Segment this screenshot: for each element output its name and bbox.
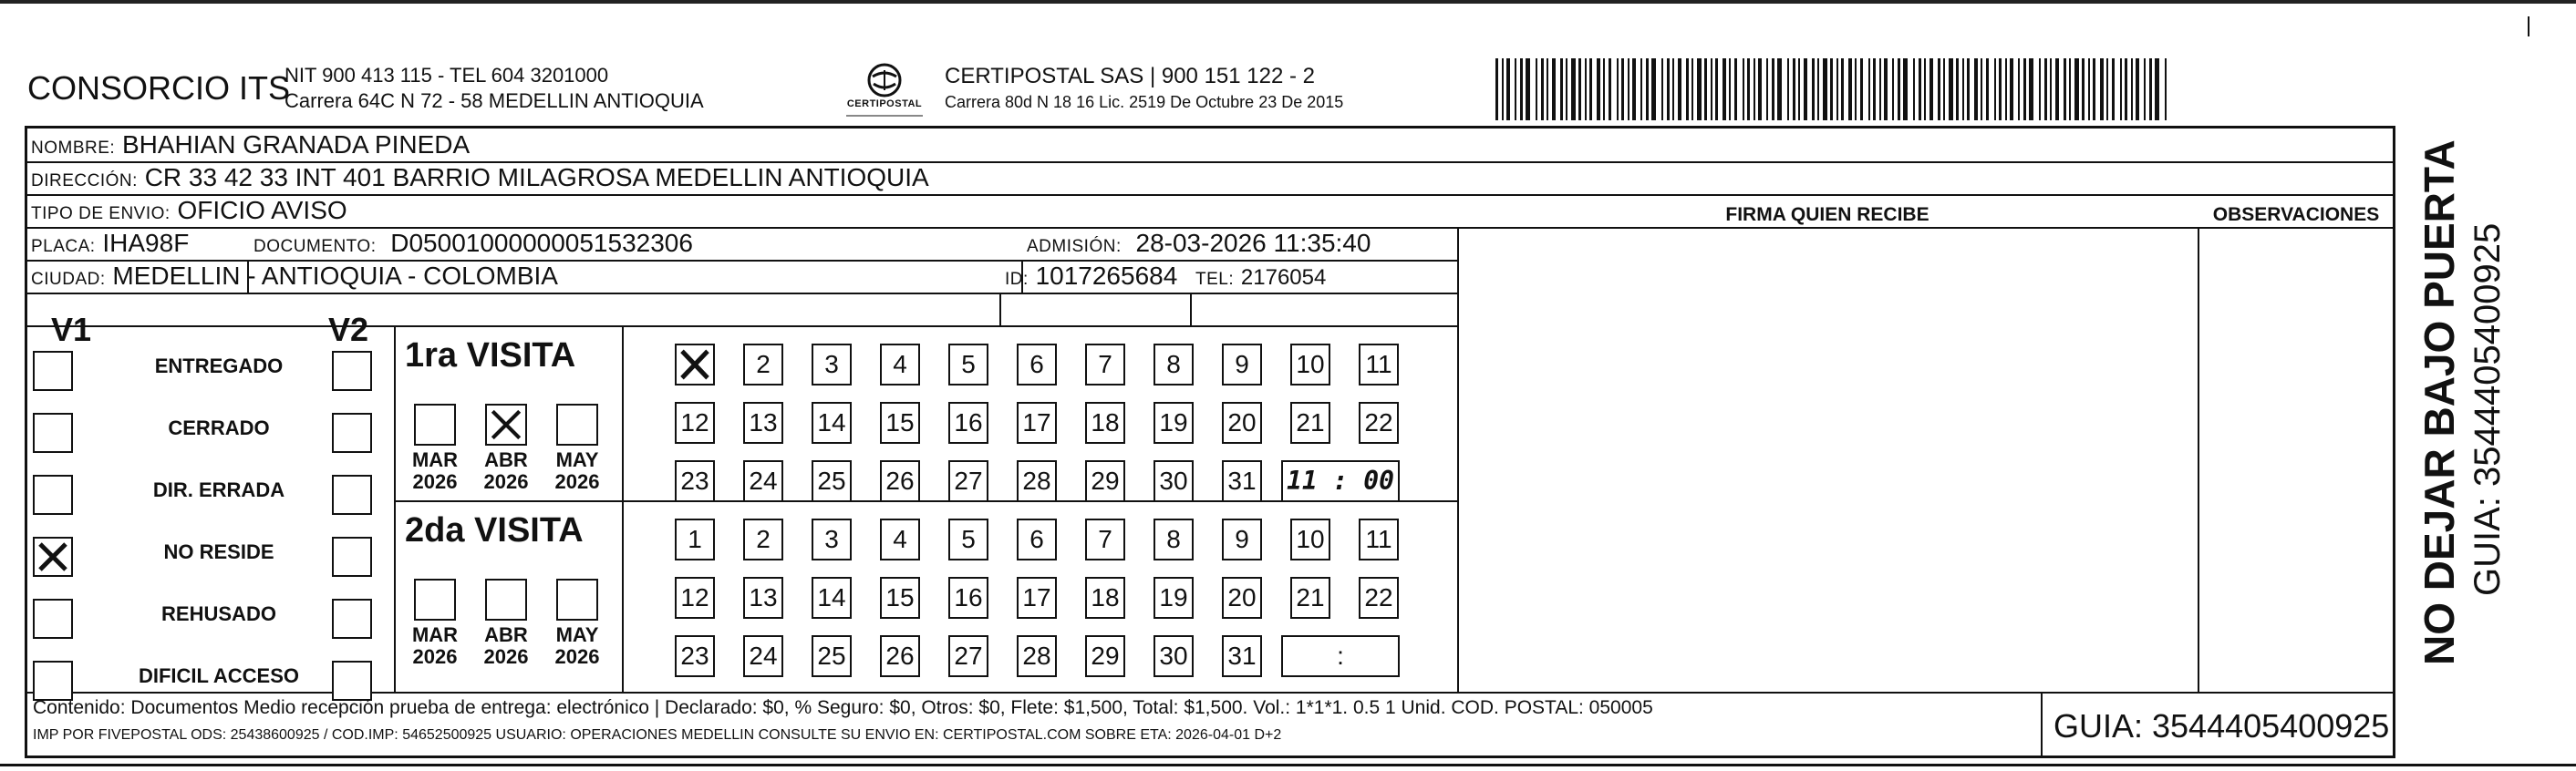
placa-cell xyxy=(31,230,189,261)
visit-title: 1ra VISITA xyxy=(405,336,576,375)
day-box[interactable]: 16 xyxy=(948,577,988,619)
certipostal-address: Carrera 80d N 18 16 Lic. 2519 De Octubre 23 De 2015 xyxy=(945,93,1344,111)
placa-label: PLACA: xyxy=(31,237,96,256)
day-box[interactable]: 25 xyxy=(812,460,852,502)
month-label: MAR xyxy=(411,448,459,471)
tipo-value: OFICIO AVISO xyxy=(177,196,347,224)
direccion-label: DIRECCIÓN: xyxy=(31,171,138,190)
tel-value: 2176054 xyxy=(1240,265,1327,290)
col-divider xyxy=(394,325,396,692)
tick-mark xyxy=(2528,16,2529,36)
time-box[interactable] xyxy=(1281,635,1400,677)
documento-value: D05001000000051532306 xyxy=(390,229,693,257)
direccion-value: CR 33 42 33 INT 401 BARRIO MILAGROSA MEDELLIN ANTIOQUIA xyxy=(144,163,929,191)
year-label: 2026 xyxy=(554,470,600,493)
v2-label: V2 xyxy=(328,311,369,348)
day-box[interactable]: 31 xyxy=(1222,635,1262,677)
row-divider xyxy=(27,325,1457,327)
status-label: CERRADO xyxy=(168,416,270,439)
month-checkbox[interactable] xyxy=(485,404,527,446)
tel-cell xyxy=(1195,262,1326,293)
observaciones-label: OBSERVACIONES xyxy=(2212,204,2380,225)
v1-checkbox[interactable] xyxy=(33,599,73,639)
day-box[interactable]: 28 xyxy=(1017,460,1057,502)
day-box[interactable]: 7 xyxy=(1085,344,1125,386)
day-box[interactable]: 22 xyxy=(1359,577,1399,619)
bottom-edge-line xyxy=(0,764,2576,766)
v1-checkbox[interactable] xyxy=(33,537,73,577)
day-box[interactable]: 10 xyxy=(1290,519,1330,560)
documento-cell xyxy=(253,230,693,261)
day-box[interactable]: 31 xyxy=(1222,460,1262,502)
tipo-label: TIPO DE ENVIO: xyxy=(31,204,171,223)
time-box[interactable] xyxy=(1281,460,1400,502)
id-label: ID: xyxy=(1005,270,1029,289)
v2-checkbox[interactable] xyxy=(332,661,372,701)
id-value: 1017265684 xyxy=(1035,262,1178,290)
nombre-label: NOMBRE: xyxy=(31,139,116,158)
col-divider xyxy=(622,325,624,692)
day-box[interactable]: 14 xyxy=(812,577,852,619)
month-checkbox[interactable] xyxy=(414,404,456,446)
month-checkbox[interactable] xyxy=(414,579,456,621)
day-box[interactable]: 22 xyxy=(1359,402,1399,444)
day-box[interactable]: 24 xyxy=(743,635,783,677)
month-checkbox[interactable] xyxy=(485,579,527,621)
day-box[interactable]: 19 xyxy=(1154,577,1194,619)
day-box[interactable]: 11 xyxy=(1359,344,1399,386)
status-label: ENTREGADO xyxy=(154,355,284,377)
tipo-row xyxy=(31,197,347,228)
day-box[interactable]: 12 xyxy=(675,577,715,619)
barcode xyxy=(1495,58,2176,120)
nombre-value: BHAHIAN GRANADA PINEDA xyxy=(121,130,471,159)
day-box[interactable]: 13 xyxy=(743,402,783,444)
day-box[interactable]: 4 xyxy=(880,519,920,560)
admision-label: ADMISIÓN: xyxy=(1027,237,1122,256)
v2-checkbox[interactable] xyxy=(332,537,372,577)
day-box[interactable]: 11 xyxy=(1359,519,1399,560)
day-box[interactable]: 18 xyxy=(1085,402,1125,444)
row-divider xyxy=(27,692,2393,694)
day-box[interactable]: 21 xyxy=(1290,402,1330,444)
year-label: 2026 xyxy=(483,470,529,493)
status-label: DIFICIL ACCESO xyxy=(138,664,299,687)
status-label: REHUSADO xyxy=(161,602,276,625)
month-checkbox[interactable] xyxy=(556,579,598,621)
imp-text: IMP POR FIVEPOSTAL ODS: 25438600925 / COD.IMP: 54652500925 USUARIO: OPERACIONES MEDELLIN CONSULTE SU ENVIO EN: CERTIPOSTAL.COM SOBRE ETA: 2026-04-01 D+2 xyxy=(33,727,1282,743)
day-box[interactable]: 18 xyxy=(1085,577,1125,619)
v1-checkbox[interactable] xyxy=(33,351,73,391)
day-box[interactable]: 30 xyxy=(1154,460,1194,502)
year-label: 2026 xyxy=(554,645,600,668)
v2-checkbox[interactable] xyxy=(332,599,372,639)
ciudad-cell xyxy=(31,262,558,293)
day-box[interactable]: 27 xyxy=(948,460,988,502)
day-box[interactable]: 23 xyxy=(675,635,715,677)
footer-guia: GUIA: 3544405400925 xyxy=(2054,707,2390,745)
day-box[interactable]: 6 xyxy=(1017,344,1057,386)
day-box[interactable]: 5 xyxy=(948,344,988,386)
v1-checkbox[interactable] xyxy=(33,661,73,701)
admision-cell xyxy=(1027,230,1371,261)
day-box[interactable]: 19 xyxy=(1154,402,1194,444)
status-label: DIR. ERRADA xyxy=(152,478,285,501)
col-divider xyxy=(999,293,1001,325)
top-edge-line xyxy=(0,0,2576,4)
day-box[interactable]: 5 xyxy=(948,519,988,560)
day-box[interactable]: 4 xyxy=(880,344,920,386)
visit-divider xyxy=(394,500,622,502)
nombre-row xyxy=(31,131,470,162)
day-box[interactable]: 23 xyxy=(675,460,715,502)
day-box[interactable]: 1 xyxy=(675,519,715,560)
time-value: 11 : 00 xyxy=(1286,466,1394,496)
day-box[interactable]: 7 xyxy=(1085,519,1125,560)
v2-checkbox[interactable] xyxy=(332,351,372,391)
delivery-form xyxy=(25,126,2395,758)
placa-value: IHA98F xyxy=(102,229,190,257)
visit-title: 2da VISITA xyxy=(405,511,584,550)
day-box[interactable]: 24 xyxy=(743,460,783,502)
id-cell xyxy=(1005,262,1177,293)
ciudad-label: CIUDAD: xyxy=(31,270,106,289)
month-label: MAY xyxy=(555,448,599,471)
ciudad-value: MEDELLIN - ANTIOQUIA - COLOMBIA xyxy=(112,262,558,290)
side-guia: GUIA: 3544405400925 xyxy=(2467,222,2508,596)
v1-checkbox[interactable] xyxy=(33,475,73,515)
day-box[interactable]: 9 xyxy=(1222,344,1262,386)
day-box[interactable]: 20 xyxy=(1222,577,1262,619)
v1-checkbox[interactable] xyxy=(33,413,73,453)
month-label: MAY xyxy=(555,623,599,646)
day-box[interactable]: 2 xyxy=(743,519,783,560)
tel-label: TEL: xyxy=(1195,270,1235,289)
firma-label: FIRMA QUIEN RECIBE xyxy=(1725,204,1929,225)
day-box[interactable]: 17 xyxy=(1017,577,1057,619)
year-label: 2026 xyxy=(412,470,458,493)
day-box[interactable]: 10 xyxy=(1290,344,1330,386)
certipostal-line: CERTIPOSTAL SAS | 900 151 122 - 2 xyxy=(945,64,1315,88)
year-label: 2026 xyxy=(483,645,529,668)
day-box[interactable]: 6 xyxy=(1017,519,1057,560)
day-box[interactable]: 26 xyxy=(880,460,920,502)
status-label: NO RESIDE xyxy=(163,540,274,563)
col-divider xyxy=(2041,692,2043,756)
day-box[interactable]: 25 xyxy=(812,635,852,677)
admision-value: 28-03-2026 11:35:40 xyxy=(1135,229,1371,257)
day-box[interactable]: 21 xyxy=(1290,577,1330,619)
col-divider xyxy=(1190,293,1192,325)
company-nit-line: NIT 900 413 115 - TEL 604 3201000 xyxy=(284,64,609,87)
year-label: 2026 xyxy=(412,645,458,668)
contenido-text: Contenido: Documentos Medio recepción prueba de entrega: electrónico | Declarado: $0, % Seguro: $0, Otros: $0, Flete: $1,500, Total: $1,500. Vol.: 1*1*1. 0.5 1 Unid. COD. POSTAL: 050005 xyxy=(33,697,1653,718)
certipostal-logo xyxy=(828,57,941,120)
day-box[interactable]: 8 xyxy=(1154,344,1194,386)
day-box[interactable]: 27 xyxy=(948,635,988,677)
day-box[interactable]: 26 xyxy=(880,635,920,677)
day-box[interactable]: 3 xyxy=(812,519,852,560)
day-box[interactable]: 16 xyxy=(948,402,988,444)
day-box[interactable]: 13 xyxy=(743,577,783,619)
day-box[interactable]: 29 xyxy=(1085,635,1125,677)
v1-label: V1 xyxy=(51,311,92,348)
day-box[interactable]: 15 xyxy=(880,402,920,444)
day-box[interactable]: 8 xyxy=(1154,519,1194,560)
day-box[interactable] xyxy=(675,344,715,386)
day-box[interactable]: 14 xyxy=(812,402,852,444)
month-checkbox[interactable] xyxy=(556,404,598,446)
day-box[interactable]: 15 xyxy=(880,577,920,619)
day-box[interactable]: 30 xyxy=(1154,635,1194,677)
documento-label: DOCUMENTO: xyxy=(253,237,377,256)
day-box[interactable]: 12 xyxy=(675,402,715,444)
day-box[interactable]: 9 xyxy=(1222,519,1262,560)
time-value: : xyxy=(1337,642,1344,670)
day-box[interactable]: 3 xyxy=(812,344,852,386)
logo-text: CERTIPOSTAL xyxy=(846,98,923,109)
day-box[interactable]: 17 xyxy=(1017,402,1057,444)
month-label: ABR xyxy=(484,448,528,471)
side-warning: NO DEJAR BAJO PUERTA xyxy=(2416,139,2463,665)
direccion-row xyxy=(31,164,929,195)
v2-checkbox[interactable] xyxy=(332,413,372,453)
company-address: Carrera 64C N 72 - 58 MEDELLIN ANTIOQUIA xyxy=(284,89,704,112)
day-box[interactable]: 2 xyxy=(743,344,783,386)
month-label: MAR xyxy=(411,623,459,646)
col-divider xyxy=(1457,227,1459,692)
col-divider xyxy=(2198,227,2199,692)
day-box[interactable]: 20 xyxy=(1222,402,1262,444)
day-box[interactable]: 28 xyxy=(1017,635,1057,677)
month-label: ABR xyxy=(484,623,528,646)
company-name: CONSORCIO ITS xyxy=(27,69,291,107)
day-box[interactable]: 29 xyxy=(1085,460,1125,502)
v2-checkbox[interactable] xyxy=(332,475,372,515)
